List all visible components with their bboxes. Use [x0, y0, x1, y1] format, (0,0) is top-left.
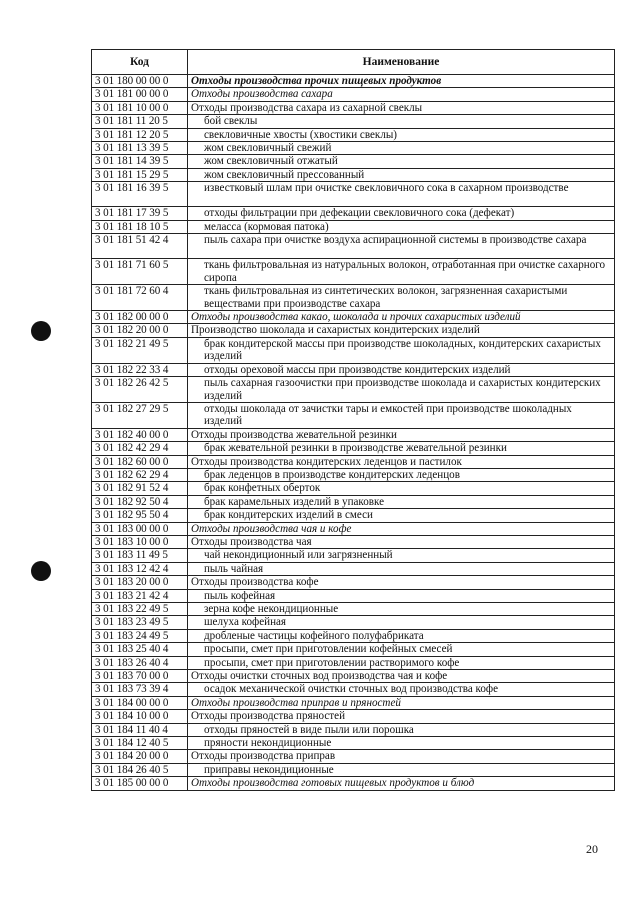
waste-name-cell: пряности некондиционные: [188, 737, 615, 750]
waste-code-cell: 3 01 184 10 00 0: [92, 710, 188, 723]
waste-code-cell: 3 01 184 11 40 4: [92, 723, 188, 736]
waste-code-cell: 3 01 185 00 00 0: [92, 777, 188, 790]
waste-name-cell: отходы пряностей в виде пыли или порошка: [188, 723, 615, 736]
waste-code-cell: 3 01 182 27 29 5: [92, 402, 188, 428]
waste-name-cell: ткань фильтровальная из синтетических волокон, загрязненная сахаристыми веществами при производстве сахара: [188, 285, 615, 311]
waste-name-cell: жом свекловичный свежий: [188, 142, 615, 155]
waste-code-cell: 3 01 184 26 40 5: [92, 763, 188, 776]
waste-name-cell: брак леденцов в производстве кондитерских леденцов: [188, 468, 615, 481]
column-header-name: Наименование: [188, 50, 615, 75]
table-row: [92, 522, 615, 535]
table-row: [92, 777, 615, 790]
waste-name-cell: Производство шоколада и сахаристых кондитерских изделий: [188, 324, 615, 337]
waste-name-cell: Отходы производства какао, шоколада и прочих сахаристых изделий: [188, 311, 615, 324]
table-row: [92, 549, 615, 562]
waste-code-cell: 3 01 182 26 42 5: [92, 377, 188, 403]
table-row: [92, 656, 615, 669]
table-row: [92, 576, 615, 589]
table-row: [92, 509, 615, 522]
table-row: [92, 377, 615, 403]
waste-code-cell: 3 01 182 21 49 5: [92, 337, 188, 363]
waste-name-cell: брак кондитерских изделий в смеси: [188, 509, 615, 522]
waste-code-cell: 3 01 182 20 00 0: [92, 324, 188, 337]
punch-hole-mark: [31, 321, 51, 341]
waste-code-cell: 3 01 182 40 00 0: [92, 428, 188, 441]
table-row: [92, 142, 615, 155]
waste-code-cell: 3 01 183 10 00 0: [92, 535, 188, 548]
waste-code-cell: 3 01 183 25 40 4: [92, 643, 188, 656]
waste-code-cell: 3 01 182 95 50 4: [92, 509, 188, 522]
waste-code-cell: 3 01 180 00 00 0: [92, 75, 188, 88]
table-row: [92, 182, 615, 207]
waste-name-cell: Отходы производства пряностей: [188, 710, 615, 723]
table-row: [92, 643, 615, 656]
waste-code-cell: 3 01 182 92 50 4: [92, 495, 188, 508]
waste-code-cell: 3 01 183 12 42 4: [92, 562, 188, 575]
waste-name-cell: зерна кофе некондиционные: [188, 603, 615, 616]
table-row: [92, 155, 615, 168]
waste-name-cell: Отходы производства чая и кофе: [188, 522, 615, 535]
waste-name-cell: Отходы производства чая: [188, 535, 615, 548]
waste-name-cell: отходы фильтрации при дефекации свекловичного сока (дефекат): [188, 207, 615, 220]
waste-name-cell: осадок механической очистки сточных вод производства кофе: [188, 683, 615, 696]
table-row: [92, 428, 615, 441]
waste-code-cell: 3 01 181 15 29 5: [92, 168, 188, 181]
table-row: [92, 455, 615, 468]
table-row: [92, 696, 615, 709]
table-row: [92, 616, 615, 629]
waste-name-cell: Отходы очистки сточных вод производства чая и кофе: [188, 670, 615, 683]
waste-name-cell: свекловичные хвосты (хвостики свеклы): [188, 128, 615, 141]
waste-name-cell: бой свеклы: [188, 115, 615, 128]
column-header-code: Код: [92, 50, 188, 75]
waste-code-cell: 3 01 184 20 00 0: [92, 750, 188, 763]
table-row: [92, 88, 615, 101]
table-row: [92, 363, 615, 376]
table-row: [92, 723, 615, 736]
table-row: [92, 402, 615, 428]
punch-hole-mark: [31, 561, 51, 581]
table-row: [92, 75, 615, 88]
table-row: [92, 234, 615, 259]
waste-code-cell: 3 01 182 42 29 4: [92, 442, 188, 455]
waste-code-cell: 3 01 183 21 42 4: [92, 589, 188, 602]
table-row: [92, 285, 615, 311]
waste-name-cell: пыль сахара при очистке воздуха аспирационной системы в производстве сахара: [188, 234, 615, 259]
waste-code-cell: 3 01 183 70 00 0: [92, 670, 188, 683]
table-row: [92, 442, 615, 455]
waste-name-cell: Отходы производства сахара: [188, 88, 615, 101]
table-row: [92, 535, 615, 548]
table-row: [92, 737, 615, 750]
waste-name-cell: пыль кофейная: [188, 589, 615, 602]
waste-code-cell: 3 01 184 00 00 0: [92, 696, 188, 709]
table-row: [92, 589, 615, 602]
waste-name-cell: Отходы производства прочих пищевых продуктов: [188, 75, 615, 88]
waste-code-cell: 3 01 181 18 10 5: [92, 220, 188, 233]
waste-name-cell: Отходы производства приправ: [188, 750, 615, 763]
table-row: [92, 115, 615, 128]
waste-code-cell: 3 01 181 72 60 4: [92, 285, 188, 311]
waste-name-cell: пыль сахарная газоочистки при производстве шоколада и сахаристых кондитерских изделий: [188, 377, 615, 403]
waste-code-cell: 3 01 182 00 00 0: [92, 311, 188, 324]
waste-name-cell: пыль чайная: [188, 562, 615, 575]
table-header-row: [92, 50, 615, 75]
waste-code-cell: 3 01 183 22 49 5: [92, 603, 188, 616]
waste-name-cell: Отходы производства сахара из сахарной свеклы: [188, 101, 615, 114]
waste-name-cell: шелуха кофейная: [188, 616, 615, 629]
table-row: [92, 168, 615, 181]
table-row: [92, 683, 615, 696]
waste-name-cell: жом свекловичный прессованный: [188, 168, 615, 181]
waste-code-cell: 3 01 182 60 00 0: [92, 455, 188, 468]
waste-name-cell: жом свекловичный отжатый: [188, 155, 615, 168]
waste-name-cell: брак конфетных оберток: [188, 482, 615, 495]
table-body: [92, 75, 615, 791]
waste-name-cell: просыпи, смет при приготовлении растворимого кофе: [188, 656, 615, 669]
table-row: [92, 324, 615, 337]
page-number: 20: [586, 842, 598, 856]
waste-name-cell: Отходы производства кондитерских леденцов и пастилок: [188, 455, 615, 468]
waste-code-cell: 3 01 181 14 39 5: [92, 155, 188, 168]
waste-name-cell: брак карамельных изделий в упаковке: [188, 495, 615, 508]
waste-code-cell: 3 01 181 00 00 0: [92, 88, 188, 101]
waste-name-cell: Отходы производства готовых пищевых продуктов и блюд: [188, 777, 615, 790]
waste-code-cell: 3 01 182 62 29 4: [92, 468, 188, 481]
table-row: [92, 468, 615, 481]
waste-code-cell: 3 01 181 10 00 0: [92, 101, 188, 114]
waste-code-cell: 3 01 183 11 49 5: [92, 549, 188, 562]
waste-code-cell: 3 01 183 20 00 0: [92, 576, 188, 589]
table-row: [92, 482, 615, 495]
table-row: [92, 670, 615, 683]
waste-code-cell: 3 01 181 12 20 5: [92, 128, 188, 141]
waste-code-cell: 3 01 182 22 33 4: [92, 363, 188, 376]
waste-code-cell: 3 01 183 23 49 5: [92, 616, 188, 629]
waste-name-cell: Отходы производства жевательной резинки: [188, 428, 615, 441]
waste-code-cell: 3 01 183 73 39 4: [92, 683, 188, 696]
waste-code-cell: 3 01 181 11 20 5: [92, 115, 188, 128]
waste-code-cell: 3 01 181 17 39 5: [92, 207, 188, 220]
table-row: [92, 101, 615, 114]
waste-code-cell: 3 01 181 51 42 4: [92, 234, 188, 259]
table-row: [92, 750, 615, 763]
waste-code-cell: 3 01 181 13 39 5: [92, 142, 188, 155]
table-row: [92, 337, 615, 363]
table-row: [92, 629, 615, 642]
waste-name-cell: брак жевательной резинки в производстве жевательной резинки: [188, 442, 615, 455]
table-row: [92, 710, 615, 723]
waste-name-cell: просыпи, смет при приготовлении кофейных смесей: [188, 643, 615, 656]
waste-code-cell: 3 01 183 26 40 4: [92, 656, 188, 669]
table-row: [92, 220, 615, 233]
table-row: [92, 259, 615, 285]
waste-name-cell: дробленые частицы кофейного полуфабриката: [188, 629, 615, 642]
table-row: [92, 207, 615, 220]
waste-code-cell: 3 01 183 00 00 0: [92, 522, 188, 535]
table-row: [92, 495, 615, 508]
waste-code-cell: 3 01 182 91 52 4: [92, 482, 188, 495]
waste-code-cell: 3 01 181 71 60 5: [92, 259, 188, 285]
waste-name-cell: Отходы производства кофе: [188, 576, 615, 589]
waste-name-cell: брак кондитерской массы при производстве шоколадных, кондитерских сахаристых изделий: [188, 337, 615, 363]
waste-code-cell: 3 01 181 16 39 5: [92, 182, 188, 207]
waste-name-cell: чай некондиционный или загрязненный: [188, 549, 615, 562]
table-row: [92, 603, 615, 616]
waste-name-cell: меласса (кормовая патока): [188, 220, 615, 233]
table-row: [92, 128, 615, 141]
waste-name-cell: отходы шоколада от зачистки тары и емкостей при производстве шоколадных изделий: [188, 402, 615, 428]
table-row: [92, 763, 615, 776]
waste-code-cell: 3 01 184 12 40 5: [92, 737, 188, 750]
waste-name-cell: ткань фильтровальная из натуральных волокон, отработанная при очистке сахарного сиропа: [188, 259, 615, 285]
waste-name-cell: отходы ореховой массы при производстве кондитерских изделий: [188, 363, 615, 376]
waste-name-cell: Отходы производства приправ и пряностей: [188, 696, 615, 709]
table-row: [92, 562, 615, 575]
waste-code-cell: 3 01 183 24 49 5: [92, 629, 188, 642]
waste-name-cell: известковый шлам при очистке свекловичного сока в сахарном производстве: [188, 182, 615, 207]
table-row: [92, 311, 615, 324]
waste-classifier-table: [91, 49, 615, 791]
waste-name-cell: приправы некондиционные: [188, 763, 615, 776]
